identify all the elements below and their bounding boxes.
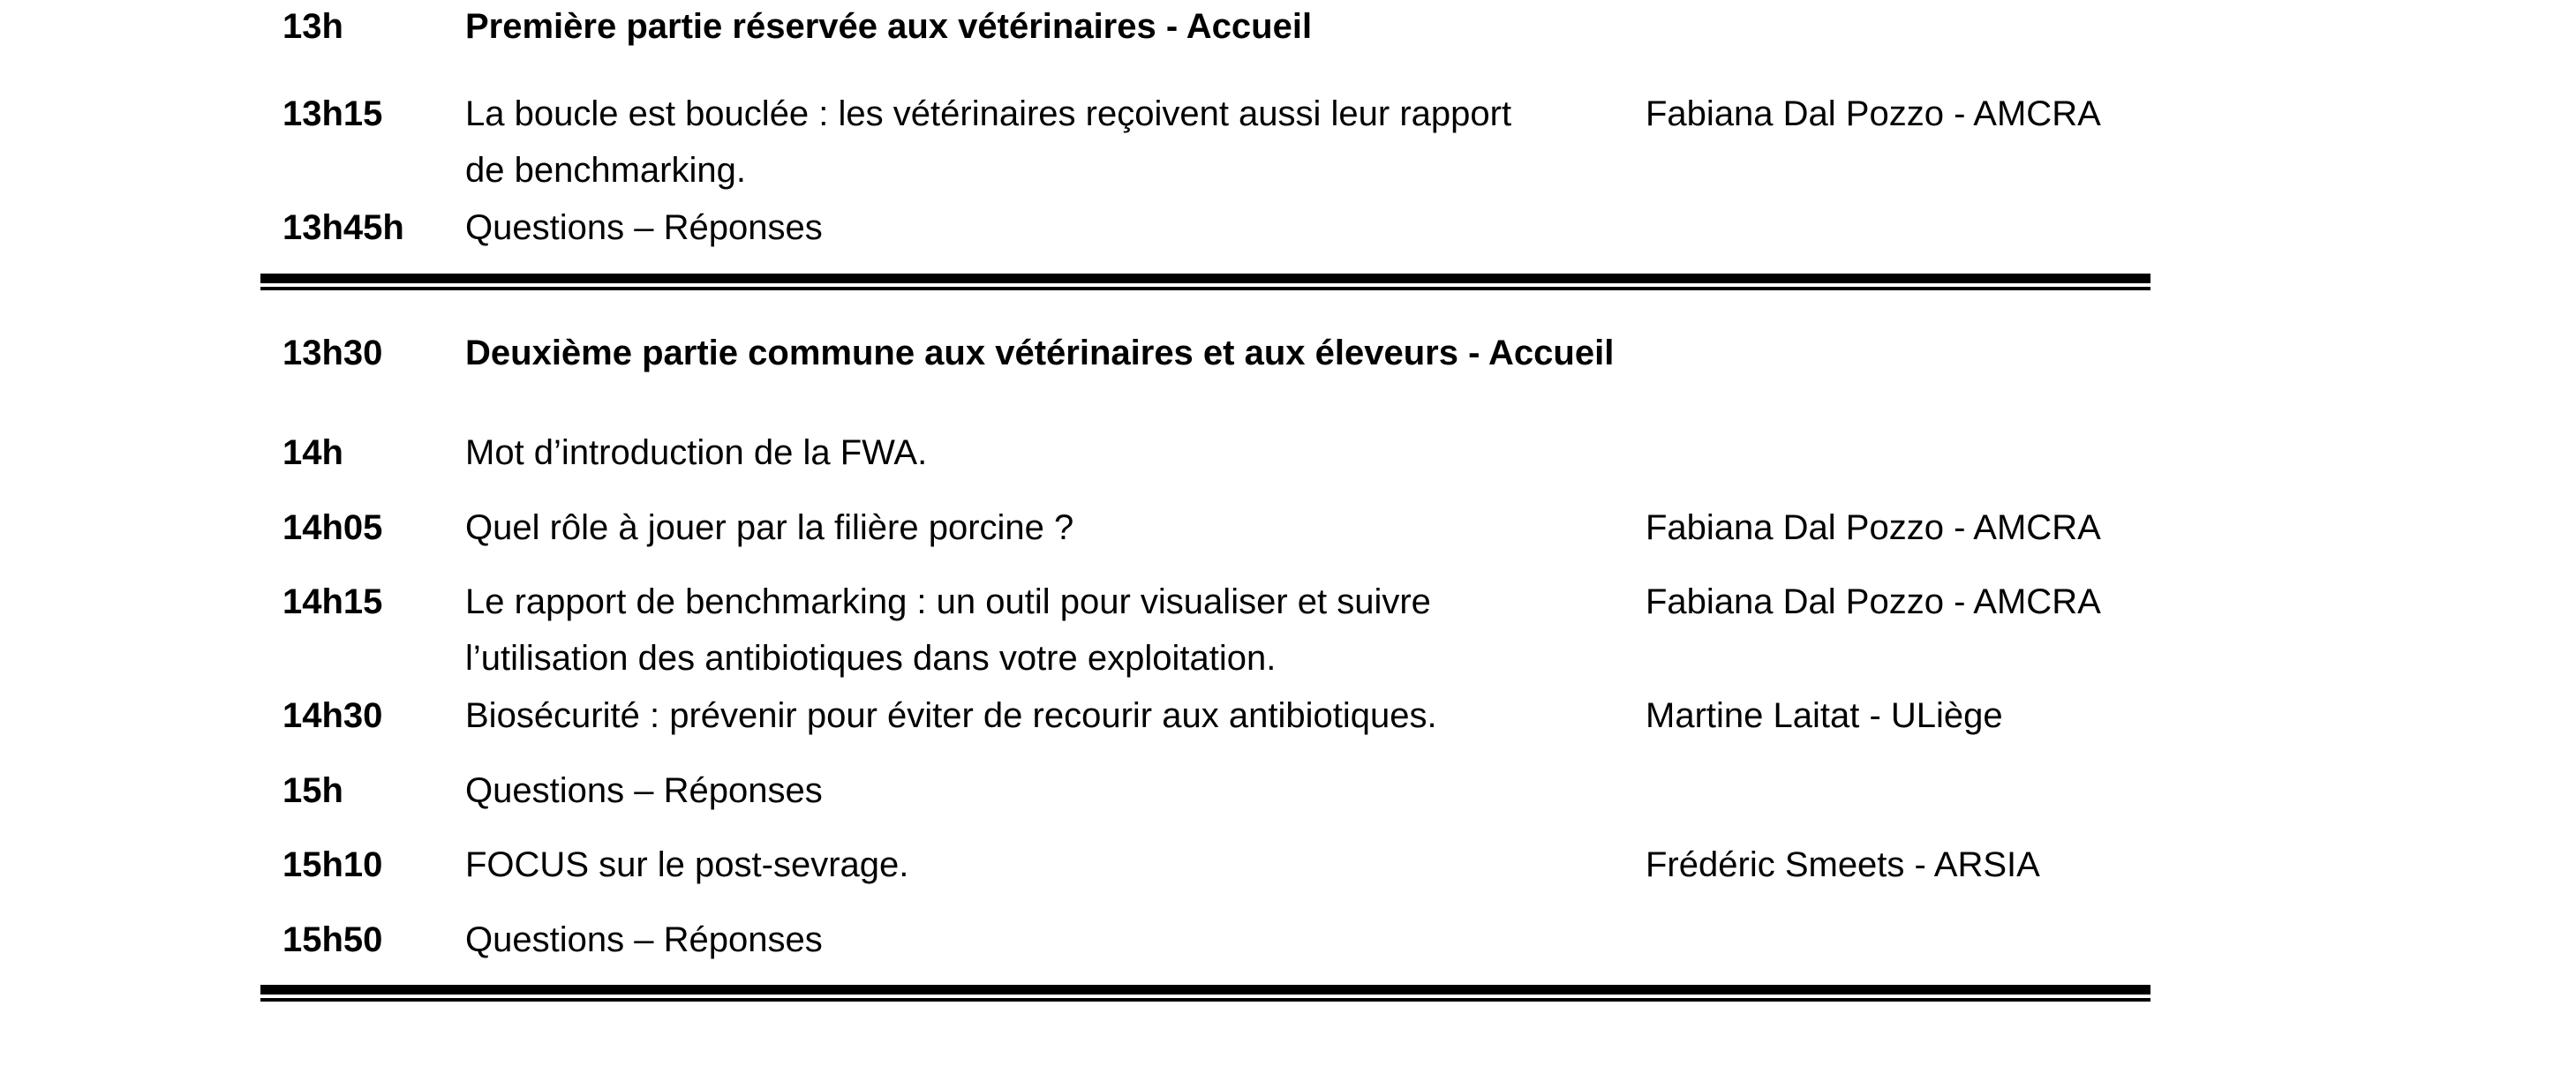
divider-thin-line [260, 998, 2150, 1002]
section-2-header-time: 13h30 [282, 334, 383, 372]
agenda-item-time: 13h15 [282, 94, 383, 133]
agenda-item-time: 13h45h [282, 208, 404, 247]
divider-thick-line [260, 985, 2150, 995]
agenda-item-topic-line: FOCUS sur le post-sevrage. [465, 845, 909, 884]
section-divider [260, 274, 2150, 291]
section-1-header-time: 13h [282, 7, 343, 46]
agenda-item-topic-line: Questions – Réponses [465, 771, 823, 810]
agenda-item-topic [465, 837, 1604, 893]
agenda-item-topic [465, 199, 1604, 256]
agenda-item-time: 14h [282, 433, 343, 472]
agenda-item-time: 15h [282, 771, 343, 810]
agenda-item-topic [465, 574, 1604, 687]
agenda-item-time: 14h15 [282, 582, 383, 621]
agenda-item-speaker: Fabiana Dal Pozzo - AMCRA [1646, 508, 2101, 547]
agenda-item-topic-line: de benchmarking. [465, 151, 746, 190]
agenda-item-time: 15h50 [282, 920, 383, 959]
agenda-item-speaker: Martine Laitat - ULiège [1646, 696, 2003, 735]
agenda-item-speaker: Fabiana Dal Pozzo - AMCRA [1646, 582, 2101, 621]
agenda-item-topic-line: Le rapport de benchmarking : un outil pour visualiser et suivre [465, 582, 1431, 621]
agenda-item-time: 14h05 [282, 508, 383, 547]
agenda-item-topic-line: Biosécurité : prévenir pour éviter de recourir aux antibiotiques. [465, 696, 1437, 735]
agenda-item-topic [465, 762, 1604, 819]
agenda-item-topic [465, 424, 1604, 481]
section-1-title: Première partie réservée aux vétérinaires - Accueil [465, 7, 1313, 46]
agenda-item-speaker: Fabiana Dal Pozzo - AMCRA [1646, 94, 2101, 133]
agenda-item-topic-line: Questions – Réponses [465, 920, 823, 959]
agenda-item-topic [465, 912, 1604, 968]
agenda-item-topic [465, 687, 1604, 744]
section-divider [260, 985, 2150, 1002]
agenda-item-topic-line: Mot d’introduction de la FWA. [465, 433, 928, 472]
section-2-title: Deuxième partie commune aux vétérinaires et aux éleveurs - Accueil [465, 334, 1615, 372]
agenda-item-time: 15h10 [282, 845, 383, 884]
divider-thick-line [260, 274, 2150, 283]
divider-thin-line [260, 287, 2150, 290]
agenda-item-topic-line: Quel rôle à jouer par la filière porcine ? [465, 508, 1074, 547]
agenda-item-topic-line: Questions – Réponses [465, 208, 823, 247]
agenda-item-time: 14h30 [282, 696, 383, 735]
agenda-item-speaker: Frédéric Smeets - ARSIA [1646, 845, 2040, 884]
agenda-item-topic [465, 86, 1604, 199]
agenda-item-topic [465, 499, 1604, 556]
agenda-item-topic-line: La boucle est bouclée : les vétérinaires reçoivent aussi leur rapport [465, 94, 1512, 133]
agenda-item-topic-line: l’utilisation des antibiotiques dans votre exploitation. [465, 639, 1277, 678]
